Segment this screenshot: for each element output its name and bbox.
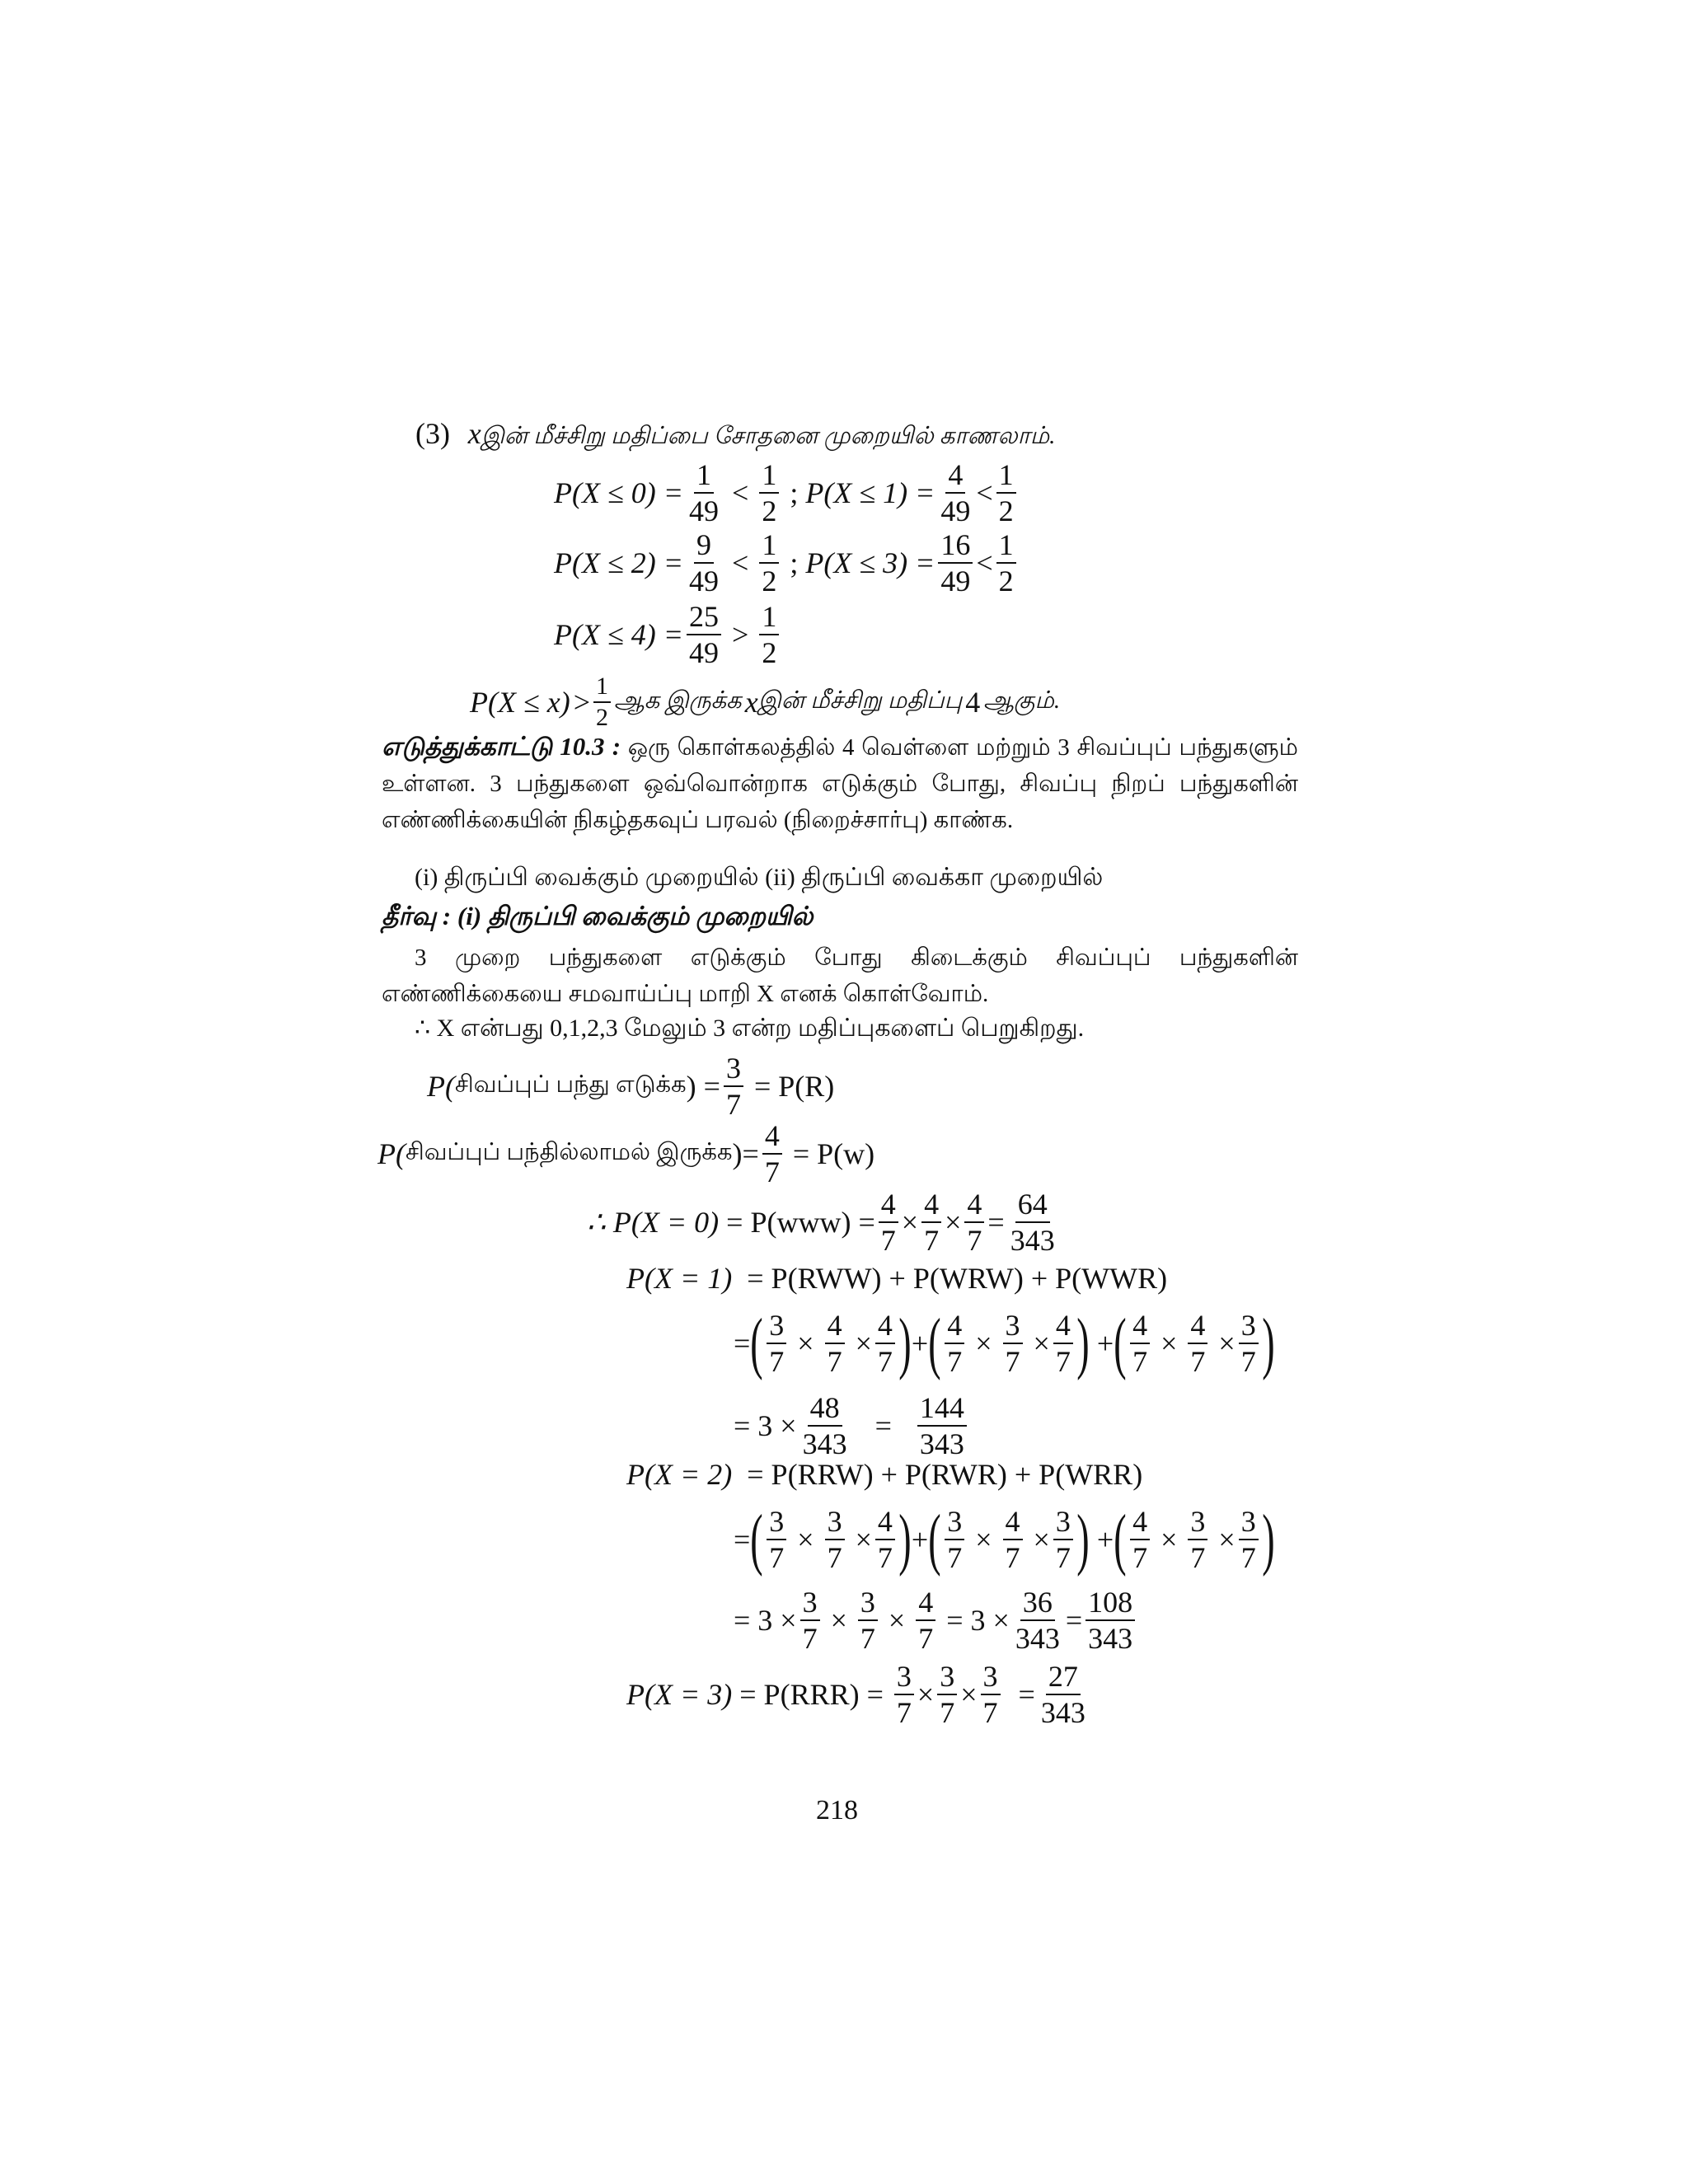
fraction: $\frac{4}{7}$ <box>879 1189 898 1255</box>
fraction: $\frac{4}{7}$ <box>964 1189 984 1255</box>
conclusion-value: 4 <box>965 686 981 719</box>
cdf-expr: P(X ≤ 2) = <box>554 546 684 579</box>
relation: < <box>976 546 993 579</box>
pmf-x3: P(X = 3) = P(RRR) = $\frac{3}{7}$ × $\frac{3}{7}$ × $\frac{3}{7}$ = $\frac{27}{343}$ <box>626 1661 1091 1727</box>
step3-text: இன் மீச்சிறு மதிப்பை சோதனை முறையில் காணலாம். <box>481 423 1056 449</box>
conclusion-text-a: ஆக இருக்க <box>614 687 742 714</box>
p-suffix: ) = <box>686 1070 720 1103</box>
cdf-row-3 <box>554 602 782 668</box>
p-red-line <box>427 1053 834 1119</box>
conclusion-line <box>470 674 1060 730</box>
example-body: ஒரு கொள்கலத்தில் 4 வெள்ளை மற்றும் 3 சிவப்புப் பந்துகளும் உள்ளன. 3 பந்துகளை ஒவ்வொன்றாக எடுக்கும் போது, சிவப்பு நிறப் பந்துகளின் எண்ணிக்கையின் நிகழ்தகவுப் பரவல் (நிறைச்சார்பு) காண்க. <box>382 734 1298 833</box>
result-fraction: $\frac{27}{343}$ <box>1040 1660 1085 1729</box>
step3-line <box>415 416 1055 452</box>
pmf-x1-line2: = ( $\frac{3}{7}$ × $\frac{4}{7}$ × $\frac{4}{7}$ ) + ( $\frac{4}{7}$ × $\frac{3}{7}$ × $\frac{4}{7}$ ) + ( $\frac{4}{7}$ × $\frac{4}{7}$ × $\frac{3}{7}$ ) <box>734 1305 1275 1382</box>
pmf-x2-line1 <box>626 1457 1142 1492</box>
step-label: (3) <box>415 417 450 450</box>
fraction: $\frac{4}{49}$ <box>940 458 971 527</box>
cdf-expr: P(X ≤ 3) = <box>805 546 935 579</box>
fraction: $\frac{1}{49}$ <box>689 458 720 527</box>
fraction: 1 2 <box>593 674 611 730</box>
fraction: $\frac{4}{7}$ <box>762 1121 782 1187</box>
conclusion-text-b: இன் மீச்சிறு மதிப்பு <box>757 687 963 714</box>
solution-heading: தீர்வு : (i) திருப்பி வைக்கும் முறையில் <box>382 902 814 930</box>
fraction: $\frac{9}{49}$ <box>689 528 720 598</box>
pmf-lhs: P(X = 1) <box>626 1262 733 1295</box>
conclusion-expr: P(X ≤ x) <box>470 686 570 719</box>
fraction: $\frac{16}{49}$ <box>938 530 973 596</box>
relation: < <box>732 476 749 509</box>
p-prefix: P( <box>377 1137 406 1170</box>
example-paragraph <box>382 729 1298 838</box>
p-red-rhs: = P(R) <box>753 1070 835 1103</box>
solution-paragraph: 3 முறை பந்துகளை எடுக்கும் போது கிடைக்கும் சிவப்புப் பந்துகளின் எண்ணிக்கையை சமவாய்ப்பு மாறி X எனக் கொள்வோம். <box>382 944 1298 1007</box>
pmf-x1-line3: = 3 × $\frac{48}{343}$ = $\frac{144}{343}$ <box>734 1393 970 1459</box>
fraction: $\frac{4}{7}$ <box>921 1189 941 1255</box>
result-fraction: $\frac{144}{343}$ <box>917 1393 967 1459</box>
pmf-x2-line3: = 3 × $\frac{3}{7}$ × $\frac{3}{7}$ × $\frac{4}{7}$ = 3 × $\frac{36}{343}$ = $\frac{108}{343}$ <box>734 1587 1138 1653</box>
relation: > <box>573 686 591 719</box>
fraction: $\frac{25}{49}$ <box>687 602 721 668</box>
pmf-lhs: P(X = 2) <box>626 1458 733 1491</box>
fraction: 1 2 <box>759 602 779 668</box>
p-prefix: P( <box>427 1070 455 1103</box>
relation: < <box>732 546 749 579</box>
p-red-label: சிவப்புப் பந்து எடுக்க <box>454 1071 687 1098</box>
fraction: 1 2 <box>996 530 1016 596</box>
relation: < <box>976 476 993 509</box>
cdf-expr: P(X ≤ 1) = <box>805 476 935 509</box>
fraction: 1 2 <box>996 460 1016 526</box>
page-number: 218 <box>816 1795 858 1825</box>
cdf-row-2 <box>554 530 1020 596</box>
x-var: x <box>744 686 758 719</box>
conclusion-text-c: ஆகும். <box>983 687 1061 714</box>
cdf-row-1 <box>554 460 1020 526</box>
pmf-eq: = P(RRW) + P(RWR) + P(WRR) <box>747 1458 1143 1491</box>
example-heading: எடுத்துக்காட்டு 10.3 : <box>382 732 621 761</box>
result-fraction: $\frac{108}{343}$ <box>1085 1587 1135 1653</box>
fraction: 1 2 <box>759 460 779 526</box>
p-suffix: )= <box>732 1137 759 1170</box>
x-var: x <box>467 417 481 450</box>
fraction: 1 2 <box>759 530 779 596</box>
relation: > <box>732 618 749 651</box>
pmf-x1-line1 <box>626 1261 1167 1296</box>
pmf-eq: = P(www) = <box>726 1206 875 1239</box>
example-options: (i) திருப்பி வைக்கும் முறையில் (ii) திருப்பி வைக்கா முறையில் <box>415 864 1104 891</box>
pmf-x2-line2: = ( $\frac{3}{7}$ × $\frac{3}{7}$ × $\frac{4}{7}$ ) + ( $\frac{3}{7}$ × $\frac{4}{7}$ × $\frac{3}{7}$ ) + ( $\frac{4}{7}$ × $\frac{3}{7}$ × $\frac{3}{7}$ ) <box>734 1501 1275 1578</box>
cdf-expr: P(X ≤ 0) = <box>554 476 684 509</box>
pmf-eq: = P(RWW) + P(WRW) + P(WWR) <box>747 1262 1168 1295</box>
fraction: $\frac{3}{7}$ <box>724 1053 743 1119</box>
pmf-eq: = P(RRR) = <box>739 1678 884 1711</box>
pmf-lhs: ∴ P(X = 0) <box>587 1206 720 1239</box>
pmf-x0: ∴ P(X = 0) = P(www) = $\frac{4}{7}$ × $\frac{4}{7}$ × $\frac{4}{7}$ = $\frac{64}{343}$ <box>587 1189 1061 1255</box>
separator: ; <box>790 546 799 579</box>
p-white-rhs: = P(w) <box>792 1137 875 1170</box>
p-white-label: சிவப்புப் பந்தில்லாமல் இருக்க <box>405 1139 733 1165</box>
pmf-lhs: P(X = 3) <box>626 1678 733 1711</box>
values-line: ∴ X என்பது 0,1,2,3 மேலும் 3 என்ற மதிப்புகளைப் பெறுகிறது. <box>415 1015 1085 1042</box>
result-fraction: $\frac{64}{343}$ <box>1010 1188 1055 1257</box>
cdf-expr: P(X ≤ 4) = <box>554 618 684 651</box>
p-white-line <box>377 1121 874 1187</box>
separator: ; <box>790 476 799 509</box>
